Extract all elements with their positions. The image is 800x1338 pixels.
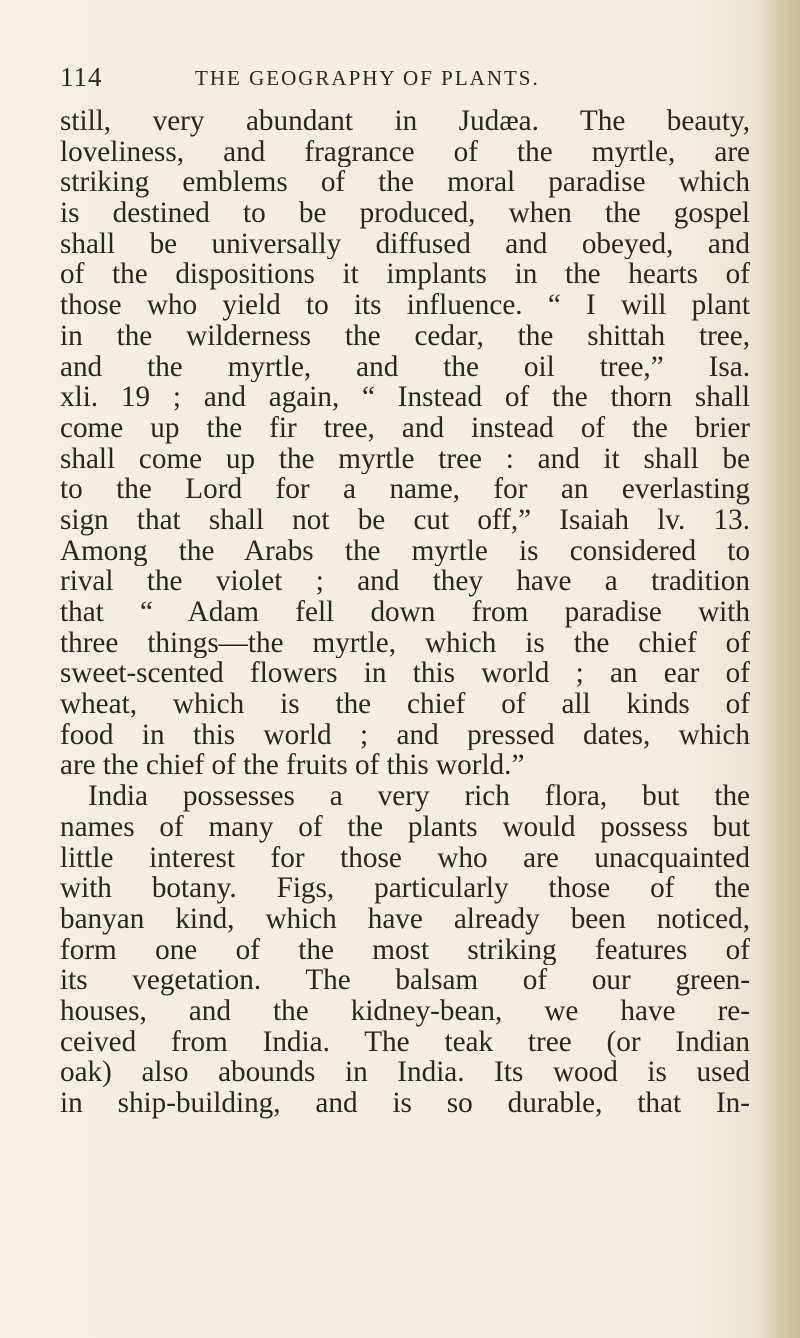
text-line: those who yield to its influence. “ I will plant	[60, 290, 750, 321]
text-line: banyan kind, which have already been noticed,	[60, 903, 750, 935]
text-line: little interest for those who are unacquainted	[60, 842, 750, 874]
text-line: that “ Adam fell down from paradise with	[60, 597, 750, 628]
text-line: shall be universally diffused and obeyed, and	[60, 228, 750, 260]
page-header	[60, 62, 750, 96]
text-line: shall come up the myrtle tree : and it shall be	[60, 443, 750, 475]
text-line: rival the violet ; and they have a tradition	[60, 566, 750, 597]
text-line: Among the Arabs the myrtle is considered to	[60, 535, 750, 567]
text-line: form one of the most striking features of	[60, 934, 750, 966]
text-line: of the dispositions it implants in the hearts of	[60, 259, 750, 291]
text-line: to the Lord for a name, for an everlasting	[60, 474, 750, 505]
text-line: still, very abundant in Judæa. The beauty,	[60, 106, 750, 137]
text-line: in the wilderness the cedar, the shittah tree,	[60, 320, 750, 352]
text-line: sweet-scented flowers in this world ; an ear of	[60, 658, 750, 690]
text-line: houses, and the kidney-bean, we have re-	[60, 995, 750, 1027]
running-head: THE GEOGRAPHY OF PLANTS.	[195, 66, 540, 90]
text-line: are the chief of the fruits of this world.”	[60, 750, 525, 782]
text-line: xli. 19 ; and again, “ Instead of the thorn shall	[60, 382, 750, 413]
body-text	[60, 106, 750, 1119]
text-line: is destined to be produced, when the gospel	[60, 198, 750, 229]
text-line: food in this world ; and pressed dates, which	[60, 719, 750, 751]
text-line: wheat, which is the chief of all kinds of	[60, 689, 750, 720]
text-line: striking emblems of the moral paradise which	[60, 167, 750, 199]
text-line: sign that shall not be cut off,” Isaiah lv. 13.	[60, 504, 750, 536]
page-gutter-shadow	[762, 0, 800, 1338]
page-number: 114	[60, 62, 103, 92]
text-line: ceived from India. The teak tree (or Indian	[60, 1026, 750, 1058]
text-line: and the myrtle, and the oil tree,” Isa.	[60, 351, 750, 383]
text-line: oak) also abounds in India. Its wood is used	[60, 1057, 750, 1088]
text-line: its vegetation. The balsam of our green-	[60, 965, 750, 996]
text-line: names of many of the plants would possess but	[60, 811, 750, 843]
text-line: India possesses a very rich flora, but the	[88, 781, 750, 812]
text-line: in ship-building, and is so durable, that In-	[60, 1088, 750, 1119]
text-line: with botany. Figs, particularly those of the	[60, 873, 750, 904]
text-line: come up the fir tree, and instead of the brier	[60, 412, 750, 444]
text-line: loveliness, and fragrance of the myrtle, are	[60, 136, 750, 168]
text-line: three things—the myrtle, which is the chief of	[60, 627, 750, 659]
